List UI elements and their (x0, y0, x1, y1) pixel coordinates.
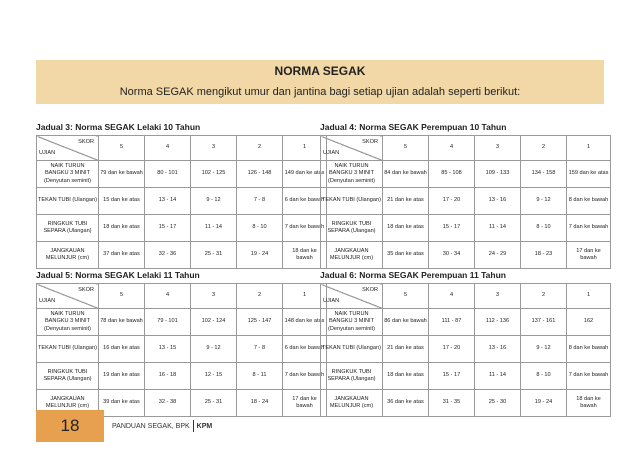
score-value-cell: 17 dan ke bawah (283, 390, 327, 417)
score-value-cell: 15 - 17 (145, 215, 191, 242)
table-title: Jadual 3: Norma SEGAK Lelaki 10 Tahun (36, 122, 201, 132)
table-panel-lelaki-10 (36, 122, 326, 269)
score-value-cell: 7 - 8 (237, 188, 283, 215)
score-value-cell: 18 dan ke bawah (283, 242, 327, 269)
ujian-label: UJIAN (39, 149, 56, 156)
table-row-ringkuk-tubi-separa (37, 215, 327, 242)
test-name-cell: NAIK TURUN BANGKU 3 MINIT (Denyutan seminit) (37, 161, 99, 188)
table-row-ringkuk-tubi-separa (321, 215, 611, 242)
score-value-cell: 11 - 14 (475, 215, 521, 242)
score-value-cell: 13 - 14 (145, 188, 191, 215)
page-subtitle: Norma SEGAK mengikut umur dan jantina bagi setiap ujian adalah seperti berikut: (119, 86, 521, 98)
score-value-cell: 13 - 15 (145, 336, 191, 363)
score-value-cell: 18 dan ke atas (99, 215, 145, 242)
score-value-cell: 30 - 34 (429, 242, 475, 269)
score-value-cell: 21 dan ke atas (383, 336, 429, 363)
score-value-cell: 18 - 23 (521, 242, 567, 269)
test-name-cell: RINGKUK TUBI SEPARA (Ulangan) (321, 363, 383, 390)
score-value-cell: 9 - 12 (521, 188, 567, 215)
score-value-cell: 149 dan ke atas (283, 161, 327, 188)
test-name-cell: TEKAN TUBI (Ulangan) (37, 188, 99, 215)
score-value-cell: 102 - 124 (191, 309, 237, 336)
score-header-cell: 5 (383, 284, 429, 309)
ujian-label: UJIAN (39, 297, 56, 304)
score-value-cell: 6 dan ke bawah (283, 188, 327, 215)
table-row-ringkuk-tubi-separa (321, 363, 611, 390)
header-row (321, 136, 611, 161)
score-value-cell: 8 dan ke bawah (567, 188, 611, 215)
score-value-cell: 8 - 10 (237, 215, 283, 242)
skor-ujian-header-cell (37, 136, 99, 161)
table-row-jangkauan-melunjur (37, 242, 327, 269)
score-value-cell: 159 dan ke atas (567, 161, 611, 188)
test-name-cell: TEKAN TUBI (Ulangan) (321, 336, 383, 363)
score-value-cell: 18 - 24 (237, 390, 283, 417)
score-value-cell: 7 dan ke bawah (567, 215, 611, 242)
score-value-cell: 102 - 125 (191, 161, 237, 188)
table-row-naik-turun-bangku (37, 309, 327, 336)
page-number-box (36, 410, 104, 442)
score-value-cell: 8 dan ke bawah (567, 336, 611, 363)
norma-table (36, 283, 327, 417)
score-value-cell: 18 dan ke atas (383, 363, 429, 390)
score-value-cell: 111 - 87 (429, 309, 475, 336)
test-name-cell: RINGKUK TUBI SEPARA (Ulangan) (37, 215, 99, 242)
score-value-cell: 109 - 133 (475, 161, 521, 188)
score-header-cell: 4 (429, 136, 475, 161)
score-value-cell: 24 - 29 (475, 242, 521, 269)
table-row-naik-turun-bangku (37, 161, 327, 188)
score-header-cell: 5 (99, 284, 145, 309)
score-header-cell: 1 (567, 136, 611, 161)
table-row-jangkauan-melunjur (321, 242, 611, 269)
score-value-cell: 35 dan ke atas (383, 242, 429, 269)
test-name-cell: JANGKAUAN MELUNJUR (cm) (321, 242, 383, 269)
score-header-cell: 3 (191, 284, 237, 309)
skor-label: SKOR (78, 139, 94, 145)
score-header-cell: 4 (429, 284, 475, 309)
norma-table (36, 135, 327, 269)
score-value-cell: 8 - 10 (521, 363, 567, 390)
test-name-cell: NAIK TURUN BANGKU 3 MINIT (Denyutan seminit) (37, 309, 99, 336)
test-name-cell: NAIK TURUN BANGKU 3 MINIT (Denyutan seminit) (321, 161, 383, 188)
score-value-cell: 25 - 31 (191, 242, 237, 269)
score-value-cell: 7 - 8 (237, 336, 283, 363)
score-value-cell: 16 dan ke atas (99, 336, 145, 363)
page-title: NORMA SEGAK (274, 64, 366, 78)
score-value-cell: 112 - 136 (475, 309, 521, 336)
skor-ujian-header-cell (321, 284, 383, 309)
score-value-cell: 13 - 16 (475, 336, 521, 363)
table-row-tekan-tubi (321, 336, 611, 363)
score-value-cell: 7 dan ke bawah (567, 363, 611, 390)
score-value-cell: 39 dan ke atas (99, 390, 145, 417)
score-header-cell: 2 (521, 284, 567, 309)
score-value-cell: 134 - 158 (521, 161, 567, 188)
score-value-cell: 13 - 16 (475, 188, 521, 215)
test-name-cell: TEKAN TUBI (Ulangan) (321, 188, 383, 215)
test-name-cell: JANGKAUAN MELUNJUR (cm) (37, 242, 99, 269)
score-value-cell: 16 - 18 (145, 363, 191, 390)
score-value-cell: 137 - 161 (521, 309, 567, 336)
table-row-tekan-tubi (321, 188, 611, 215)
score-value-cell: 18 dan ke atas (383, 215, 429, 242)
skor-label: SKOR (78, 287, 94, 293)
test-name-cell: JANGKAUAN MELUNJUR (cm) (37, 390, 99, 417)
score-value-cell: 126 - 148 (237, 161, 283, 188)
score-value-cell: 15 - 17 (429, 363, 475, 390)
header-row (37, 284, 327, 309)
score-value-cell: 79 - 101 (145, 309, 191, 336)
footer-org: KPM (196, 422, 213, 430)
table-title: Jadual 4: Norma SEGAK Perempuan 10 Tahun (320, 122, 507, 132)
score-header-cell: 3 (191, 136, 237, 161)
score-header-cell: 2 (521, 136, 567, 161)
score-value-cell: 15 - 17 (429, 215, 475, 242)
score-value-cell: 37 dan ke atas (99, 242, 145, 269)
test-name-cell: JANGKAUAN MELUNJUR (cm) (321, 390, 383, 417)
skor-ujian-header-cell (321, 136, 383, 161)
score-value-cell: 31 - 35 (429, 390, 475, 417)
score-value-cell: 162 (567, 309, 611, 336)
norma-table (320, 283, 611, 417)
table-row-naik-turun-bangku (321, 161, 611, 188)
score-value-cell: 17 - 20 (429, 188, 475, 215)
ujian-label: UJIAN (323, 149, 340, 156)
norma-table (320, 135, 611, 269)
score-value-cell: 6 dan ke bawah (283, 336, 327, 363)
score-value-cell: 9 - 12 (521, 336, 567, 363)
score-value-cell: 7 dan ke bawah (283, 215, 327, 242)
score-value-cell: 84 dan ke bawah (383, 161, 429, 188)
score-value-cell: 86 dan ke bawah (383, 309, 429, 336)
score-value-cell: 36 dan ke atas (383, 390, 429, 417)
score-value-cell: 19 dan ke atas (99, 363, 145, 390)
table-row-jangkauan-melunjur (321, 390, 611, 417)
test-name-cell: NAIK TURUN BANGKU 3 MINIT (Denyutan seminit) (321, 309, 383, 336)
score-value-cell: 148 dan ke atas (283, 309, 327, 336)
score-value-cell: 7 dan ke bawah (283, 363, 327, 390)
score-value-cell: 17 dan ke bawah (567, 242, 611, 269)
score-value-cell: 19 - 24 (237, 242, 283, 269)
score-value-cell: 9 - 12 (191, 336, 237, 363)
score-value-cell: 11 - 14 (191, 215, 237, 242)
skor-ujian-header-cell (37, 284, 99, 309)
score-value-cell: 25 - 31 (191, 390, 237, 417)
table-row-ringkuk-tubi-separa (37, 363, 327, 390)
norma-segak-banner (36, 60, 604, 104)
score-value-cell: 32 - 36 (145, 242, 191, 269)
table-row-naik-turun-bangku (321, 309, 611, 336)
table-title: Jadual 5: Norma SEGAK Lelaki 11 Tahun (36, 270, 200, 280)
table-panel-perempuan-11 (320, 270, 610, 417)
header-row (37, 136, 327, 161)
table-row-tekan-tubi (37, 336, 327, 363)
header-row (321, 284, 611, 309)
table-title: Jadual 6: Norma SEGAK Perempuan 11 Tahun (320, 270, 506, 280)
score-value-cell: 85 - 108 (429, 161, 475, 188)
table-row-tekan-tubi (37, 188, 327, 215)
score-value-cell: 11 - 14 (475, 363, 521, 390)
skor-label: SKOR (362, 139, 378, 145)
score-value-cell: 15 dan ke atas (99, 188, 145, 215)
score-header-cell: 3 (475, 284, 521, 309)
table-panel-lelaki-11 (36, 270, 326, 417)
score-value-cell: 12 - 15 (191, 363, 237, 390)
score-header-cell: 5 (383, 136, 429, 161)
score-value-cell: 78 dan ke bawah (99, 309, 145, 336)
page-number: 18 (60, 416, 80, 435)
test-name-cell: RINGKUK TUBI SEPARA (Ulangan) (321, 215, 383, 242)
score-header-cell: 1 (283, 136, 327, 161)
score-value-cell: 9 - 12 (191, 188, 237, 215)
ujian-label: UJIAN (323, 297, 340, 304)
score-header-cell: 2 (237, 136, 283, 161)
score-header-cell: 1 (567, 284, 611, 309)
table-panel-perempuan-10 (320, 122, 610, 269)
skor-label: SKOR (362, 287, 378, 293)
score-value-cell: 17 - 20 (429, 336, 475, 363)
score-value-cell: 32 - 38 (145, 390, 191, 417)
score-header-cell: 3 (475, 136, 521, 161)
score-header-cell: 4 (145, 136, 191, 161)
test-name-cell: RINGKUK TUBI SEPARA (Ulangan) (37, 363, 99, 390)
test-name-cell: TEKAN TUBI (Ulangan) (37, 336, 99, 363)
score-value-cell: 21 dan ke atas (383, 188, 429, 215)
score-value-cell: 80 - 101 (145, 161, 191, 188)
score-value-cell: 79 dan ke bawah (99, 161, 145, 188)
footer-separator (193, 420, 194, 432)
score-value-cell: 8 - 11 (237, 363, 283, 390)
score-header-cell: 2 (237, 284, 283, 309)
score-header-cell: 1 (283, 284, 327, 309)
score-value-cell: 18 dan ke bawah (567, 390, 611, 417)
score-header-cell: 4 (145, 284, 191, 309)
score-header-cell: 5 (99, 136, 145, 161)
score-value-cell: 25 - 30 (475, 390, 521, 417)
score-value-cell: 125 - 147 (237, 309, 283, 336)
score-value-cell: 8 - 10 (521, 215, 567, 242)
footer-document-name: PANDUAN SEGAK, BPK (112, 422, 190, 430)
footer-text-block (112, 420, 212, 432)
score-value-cell: 19 - 24 (521, 390, 567, 417)
